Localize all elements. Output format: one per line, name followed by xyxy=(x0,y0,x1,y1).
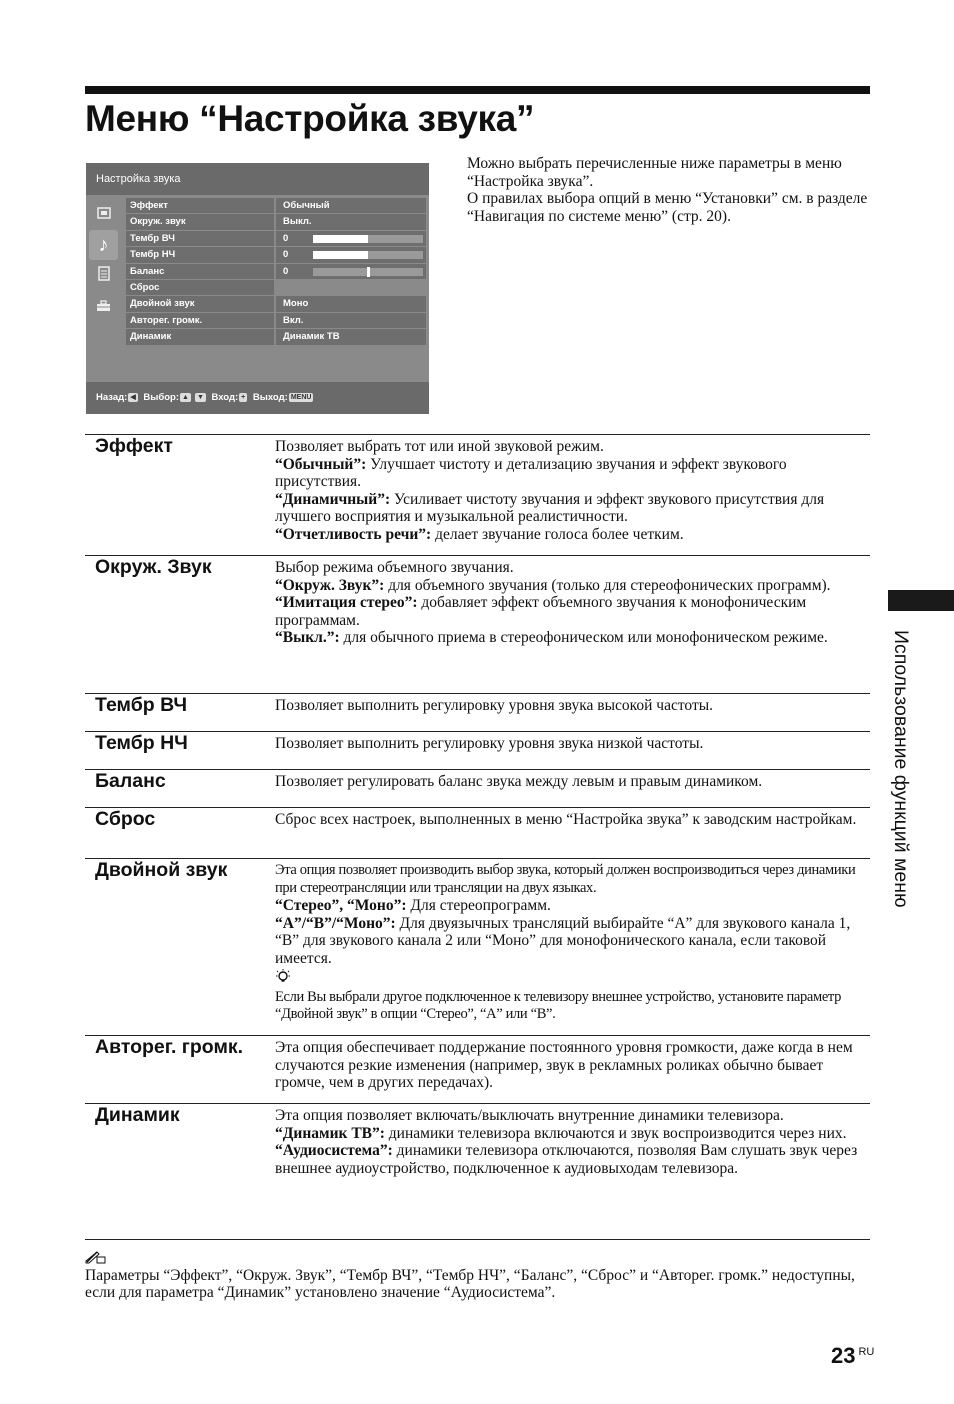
tv-row-value xyxy=(276,247,426,262)
balance-bar[interactable] xyxy=(313,268,423,276)
tv-row-name: Динамик xyxy=(126,329,274,344)
tip-text: Если Вы выбрали другое подключенное к телевизору внешнее устройство, установите параметр “Двойной звук” в опции “Стерео”, “A” или “B”. xyxy=(275,988,841,1022)
option-label: “Выкл.”: xyxy=(275,629,340,646)
desc-surround xyxy=(275,556,870,647)
desc-text: Позволяет выполнить регулировку уровня звука высокой частоты. xyxy=(275,697,714,714)
option xyxy=(275,456,870,491)
row-avl xyxy=(85,1035,870,1103)
desc-text: Позволяет выполнить регулировку уровня звука низкой частоты. xyxy=(275,735,704,752)
tv-menu-nav-hints xyxy=(96,392,316,403)
exit-hint: Выход: xyxy=(252,392,288,403)
desc-lead: Позволяет выбрать тот или иной звуковой режим. xyxy=(275,438,604,455)
tv-menu-rows xyxy=(126,198,427,346)
tv-row-name: Тембр ВЧ xyxy=(126,231,274,246)
bass-level-bar[interactable] xyxy=(313,251,423,259)
option-label: “Окруж. Звук”: xyxy=(275,576,385,594)
tv-row-name: Авторег. громк. xyxy=(126,313,274,328)
bass-level-fill xyxy=(313,251,368,259)
option-label: “Отчетливость речи”: xyxy=(275,525,432,543)
term-surround: Окруж. Звук xyxy=(95,556,212,578)
tv-row-value: Вкл. xyxy=(276,313,426,328)
option xyxy=(275,577,870,595)
option xyxy=(275,915,870,968)
option-label: “Динамичный”: xyxy=(275,490,391,508)
tv-row-bass[interactable] xyxy=(126,247,427,263)
tv-row-name: Окруж. звук xyxy=(126,214,274,229)
desc-balance xyxy=(275,770,870,791)
page-number xyxy=(831,1343,874,1369)
tv-row-name: Двойной звук xyxy=(126,296,274,311)
parameters-table xyxy=(85,434,870,1240)
row-dual-sound xyxy=(85,858,870,1035)
down-arrow-icon: ▼ xyxy=(196,393,204,401)
page-number-value: 23 xyxy=(831,1343,856,1368)
tv-row-name: Сброс xyxy=(126,280,274,295)
tv-row-value xyxy=(276,231,426,246)
option xyxy=(275,526,870,544)
row-balance xyxy=(85,769,870,807)
tv-row-value: Динамик ТВ xyxy=(276,329,426,344)
tv-menu-header-label: Настройка звука xyxy=(96,173,181,185)
option-text: для объемного звучания (только для стереофонических программ). xyxy=(384,576,831,594)
option xyxy=(275,1142,870,1177)
title-rule xyxy=(85,86,870,94)
desc-lead: Выбор режима объемного звучания. xyxy=(275,559,514,576)
option-text: динамики телевизора отключаются, позволяя Вам слушать звук через внешнее аудиоустройство, подключенное к аудиовыходам телевизора. xyxy=(275,1142,858,1177)
tv-menu-category-icons xyxy=(88,199,118,349)
option xyxy=(275,1125,870,1143)
option-label: “Динамик ТВ”: xyxy=(275,1124,385,1142)
tv-row-surround[interactable] xyxy=(126,214,427,230)
option-text: для обычного приема в стереофоническом или монофоническом режиме. xyxy=(339,629,828,646)
term-effect: Эффект xyxy=(95,435,173,457)
row-speaker xyxy=(85,1103,870,1240)
note-pencil-icon xyxy=(85,1250,885,1267)
desc-text: Сброс всех настроек, выполненных в меню “Настройка звука” к заводским настройкам. xyxy=(275,811,857,828)
page-title: Меню “Настройка звука” xyxy=(85,98,535,139)
select-hint: Выбор: xyxy=(143,392,179,403)
desc-avl xyxy=(275,1036,870,1092)
tv-row-dual-sound[interactable] xyxy=(126,296,427,312)
tv-row-value: Обычный xyxy=(276,198,426,213)
term-speaker: Динамик xyxy=(95,1104,180,1126)
row-bass xyxy=(85,731,870,769)
back-hint: Назад: xyxy=(96,392,128,403)
desc-lead: Эта опция позволяет включать/выключать внутренние динамики телевизора. xyxy=(275,1107,784,1124)
channel-list-icon xyxy=(89,261,118,291)
option xyxy=(275,897,870,915)
balance-marker xyxy=(367,267,370,277)
tv-row-name: Тембр НЧ xyxy=(126,247,274,262)
intro-text xyxy=(467,155,877,225)
lightbulb-tip-icon xyxy=(275,968,870,990)
tv-row-value-text: 0 xyxy=(283,249,289,261)
tv-menu-screenshot xyxy=(86,163,429,414)
tv-menu-header xyxy=(86,163,429,195)
row-surround xyxy=(85,555,870,693)
up-arrow-icon: ▲ xyxy=(182,393,189,401)
tv-row-value xyxy=(276,280,426,295)
option-text: делает звучание голоса более четким. xyxy=(431,525,684,543)
section-tab-marker xyxy=(888,590,954,611)
tv-row-avl[interactable] xyxy=(126,313,427,329)
sound-note-icon: ♪ xyxy=(89,230,118,260)
row-effect xyxy=(85,434,870,555)
term-bass: Тембр НЧ xyxy=(95,732,188,754)
row-reset xyxy=(85,807,870,858)
desc-text: Позволяет регулировать баланс звука между левым и правым динамиком. xyxy=(275,773,763,790)
desc-bass xyxy=(275,732,870,753)
left-arrow-icon: ◀ xyxy=(130,393,136,401)
option-label: “A”/“B”/“Моно”: xyxy=(275,914,396,932)
row-treble xyxy=(85,693,870,731)
option xyxy=(275,491,870,526)
section-side-label xyxy=(888,630,918,970)
intro-paragraph: О правилах выбора опций в меню “Установки” см. в разделе “Навигация по системе меню” (стр. 20). xyxy=(467,190,868,225)
treble-level-bar[interactable] xyxy=(313,235,423,243)
desc-treble xyxy=(275,694,870,715)
desc-effect xyxy=(275,435,870,543)
option-text: добавляет эффект объемного звучания к монофоническим программам. xyxy=(275,594,807,629)
option-text: динамики телевизора включаются и звук воспроизводится через них. xyxy=(384,1124,847,1142)
option-label: “Стерео”, “Моно”: xyxy=(275,897,407,914)
option-text: Улучшает чистоту и детализацию звучания и эффект звукового присутствия. xyxy=(275,455,787,490)
tv-row-name: Баланс xyxy=(126,264,274,279)
option xyxy=(275,629,870,647)
tv-row-value: Выкл. xyxy=(276,214,426,229)
tv-row-balance[interactable] xyxy=(126,264,427,280)
option-label: “Имитация стерео”: xyxy=(275,594,418,611)
desc-reset xyxy=(275,808,870,829)
enter-hint: Вход: xyxy=(211,392,239,403)
desc-dual-sound xyxy=(275,859,870,1024)
option-text: Усиливает чистоту звучания и эффект звукового присутствия для лучшего восприятия и музыкальной реалистичности. xyxy=(275,490,825,525)
option-text: Для стереопрограмм. xyxy=(406,897,551,914)
tv-row-value-text: 0 xyxy=(283,265,289,277)
note-text: Параметры “Эффект”, “Окруж. Звук”, “Тембр ВЧ”, “Тембр НЧ”, “Баланс”, “Сброс” и “Авторег. громк.” недоступны, если для параметра “Динамик” установлено значение “Аудиосистема”. xyxy=(85,1267,855,1301)
tv-row-effect[interactable] xyxy=(126,198,427,214)
term-reset: Сброс xyxy=(95,808,156,830)
option-text: Для двуязычных трансляций выбирайте “A” для звукового канала 1, “B” для звукового канала 2 или “Моно” для монофонического канала, если таковой имеется. xyxy=(275,914,851,967)
tv-row-value: Моно xyxy=(276,296,426,311)
option-label: “Обычный”: xyxy=(275,455,367,473)
term-avl: Авторег. громк. xyxy=(95,1036,244,1058)
note-block xyxy=(85,1250,885,1301)
tv-row-name: Эффект xyxy=(126,198,274,213)
desc-lead: Эта опция позволяет производить выбор звука, который должен воспроизводиться через динамики при стереотрансляции или трансляции на двух языках. xyxy=(275,862,856,896)
toolbox-icon xyxy=(89,292,118,322)
tv-row-value-text: 0 xyxy=(283,232,289,244)
menu-key-icon: MENU xyxy=(290,393,312,401)
term-treble: Тембр ВЧ xyxy=(95,694,188,716)
term-balance: Баланс xyxy=(95,770,166,792)
treble-level-fill xyxy=(313,235,368,243)
desc-text: Эта опция обеспечивает поддержание постоянного уровня громкости, даже когда в нем случаются резкие изменения (например, звук в рекламных роликах обычно бывает громче, чем в других передачах). xyxy=(275,1039,853,1091)
desc-speaker xyxy=(275,1104,870,1177)
picture-icon xyxy=(89,199,118,229)
tv-row-reset[interactable] xyxy=(126,280,427,296)
tv-menu-footer xyxy=(86,382,429,414)
tv-row-speaker[interactable] xyxy=(126,329,427,345)
enter-plus-icon: + xyxy=(241,393,246,401)
tv-row-value xyxy=(276,264,426,279)
page-language: RU xyxy=(858,1346,875,1358)
tv-row-treble[interactable] xyxy=(126,231,427,247)
section-side-label-text: Использование функций меню xyxy=(890,630,912,908)
option xyxy=(275,594,870,629)
intro-paragraph: Можно выбрать перечисленные ниже параметры в меню “Настройка звука”. xyxy=(467,155,842,190)
term-dual-sound: Двойной звук xyxy=(95,859,228,881)
option-label: “Аудиосистема”: xyxy=(275,1142,393,1159)
